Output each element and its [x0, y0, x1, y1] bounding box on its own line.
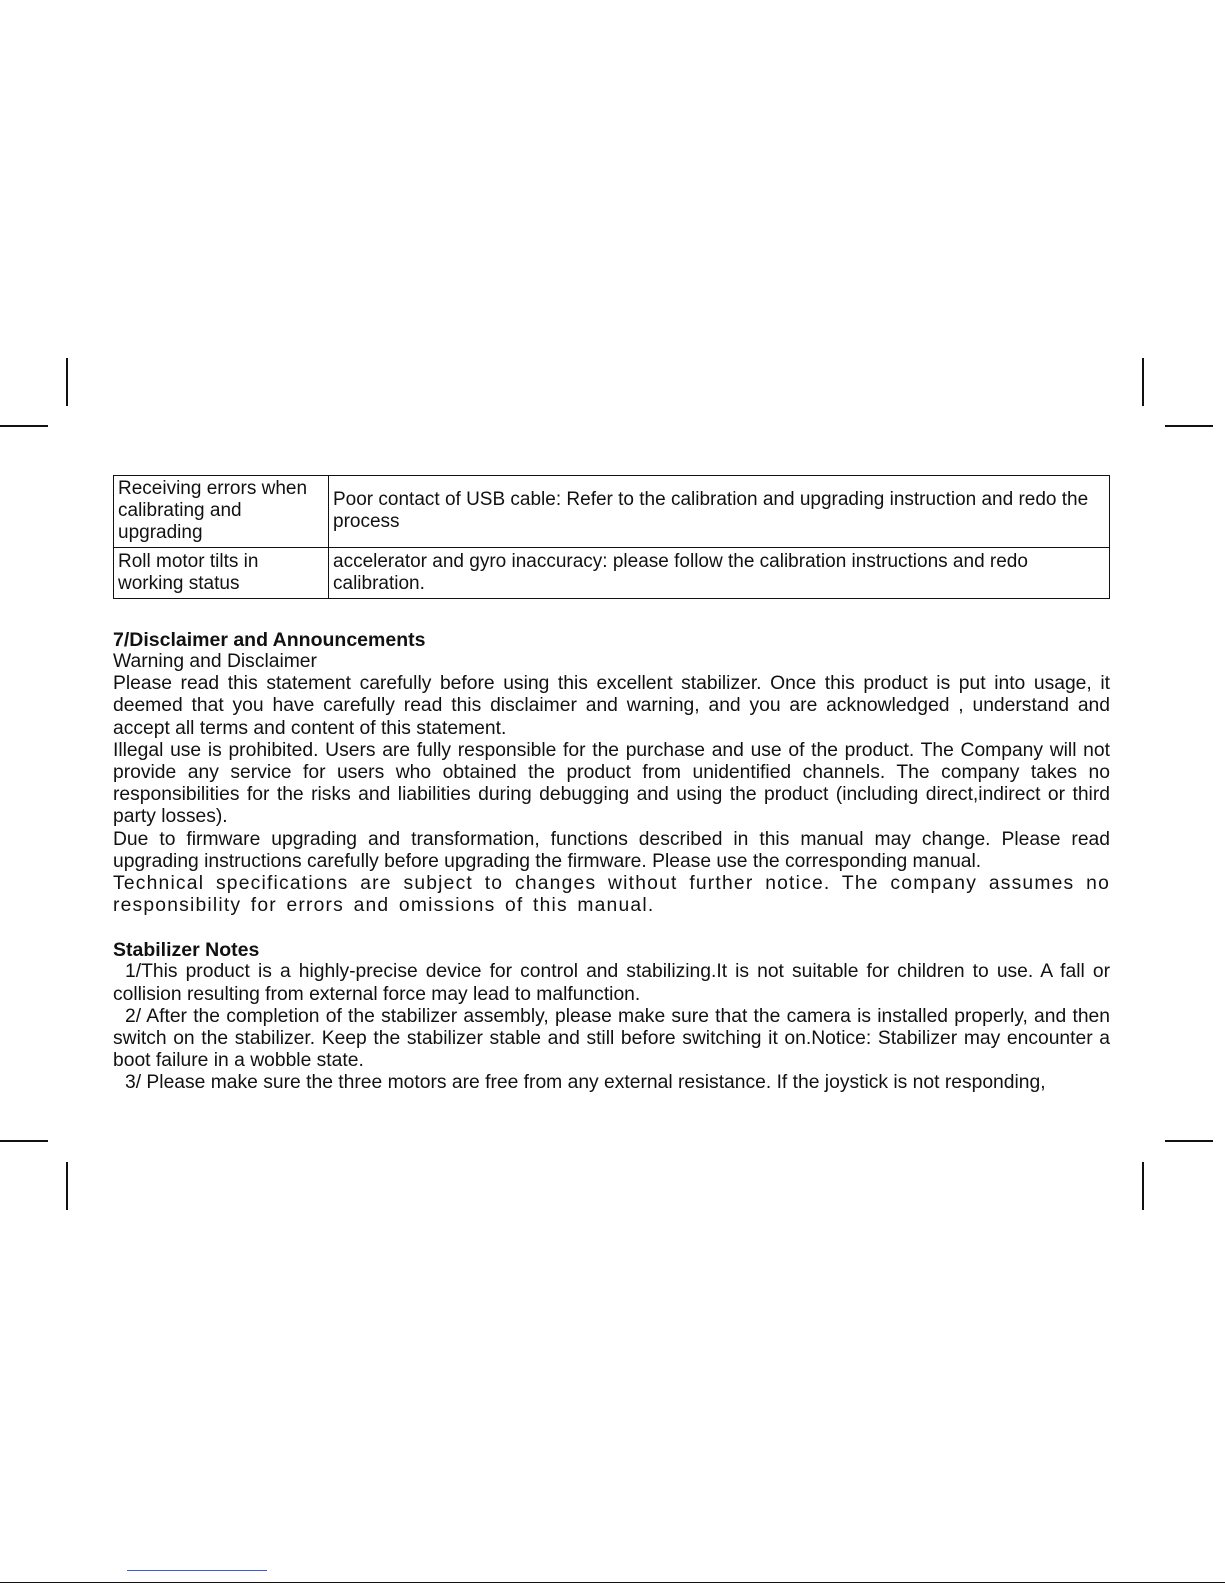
stabilizer-notes-heading: Stabilizer Notes: [113, 939, 260, 962]
section-spacer: [113, 917, 1110, 939]
disclaimer-paragraph: Please read this statement carefully before using this excellent stabilizer. Once this product is put into usage, it deemed that you have carefully read this disclaimer and warning, and you are acknowledged , understand and accept all terms and content of this statement.: [113, 673, 1110, 739]
note-item: 1/This product is a highly-precise device for control and stabilizing.It is not suitable for children to use. A fall or collision resulting from external force may lead to malfunction.: [113, 961, 1110, 1005]
table-row: [114, 476, 1110, 548]
crop-mark-top-right: [1142, 358, 1144, 406]
disclaimer-heading: 7/Disclaimer and Announcements: [113, 629, 426, 651]
crop-mark-bottom-right-horizontal: [1165, 1140, 1213, 1142]
crop-mark-bottom-right: [1142, 1162, 1144, 1210]
disclaimer-paragraph: Technical specifications are subject to changes without further notice. The company assumes no responsibility for errors and omissions of this manual.: [113, 873, 1110, 917]
crop-mark-top-right-horizontal: [1165, 425, 1213, 427]
crop-mark-bottom-left-horizontal: [0, 1140, 48, 1142]
troubleshooting-table: [113, 475, 1110, 599]
note-item: 3/ Please make sure the three motors are free from any external resistance. If the joystick is not responding,: [125, 1072, 1046, 1094]
problem-cell: Roll motor tilts in working status: [114, 548, 329, 599]
note-item: 2/ After the completion of the stabilizer assembly, please make sure that the camera is installed properly, and then switch on the stabilizer. Keep the stabilizer stable and still before switching it on.Notice: Stabilizer may encounter a boot failure in a wobble state.: [113, 1005, 1110, 1072]
disclaimer-paragraph: Illegal use is prohibited. Users are fully responsible for the purchase and use of the product. The Company will not provide any service for users who obtained the product from unidentified channels. The company takes no responsibilities for the risks and liabilities during debugging and using the product (including direct,indirect or third party losses).: [113, 739, 1110, 828]
crop-mark-bottom-left: [66, 1162, 68, 1210]
disclaimer-subtitle: Warning and Disclaimer: [113, 651, 317, 672]
solution-cell: accelerator and gyro inaccuracy: please follow the calibration instructions and redo calibration.: [329, 548, 1110, 599]
page-content: [113, 475, 1110, 1095]
crop-mark-top-left-horizontal: [0, 425, 48, 427]
footer-link-underline: [127, 1570, 267, 1571]
table-row: [114, 548, 1110, 599]
solution-cell: Poor contact of USB cable: Refer to the calibration and upgrading instruction and redo the process: [329, 476, 1110, 548]
crop-mark-top-left: [66, 358, 68, 406]
bottom-rule: [0, 1582, 1225, 1583]
disclaimer-paragraph: Due to firmware upgrading and transformation, functions described in this manual may change. Please read upgrading instructions carefully before upgrading the firmware. Please use the corresponding manual.: [113, 828, 1110, 872]
problem-cell: Receiving errors when calibrating and upgrading: [114, 476, 329, 548]
